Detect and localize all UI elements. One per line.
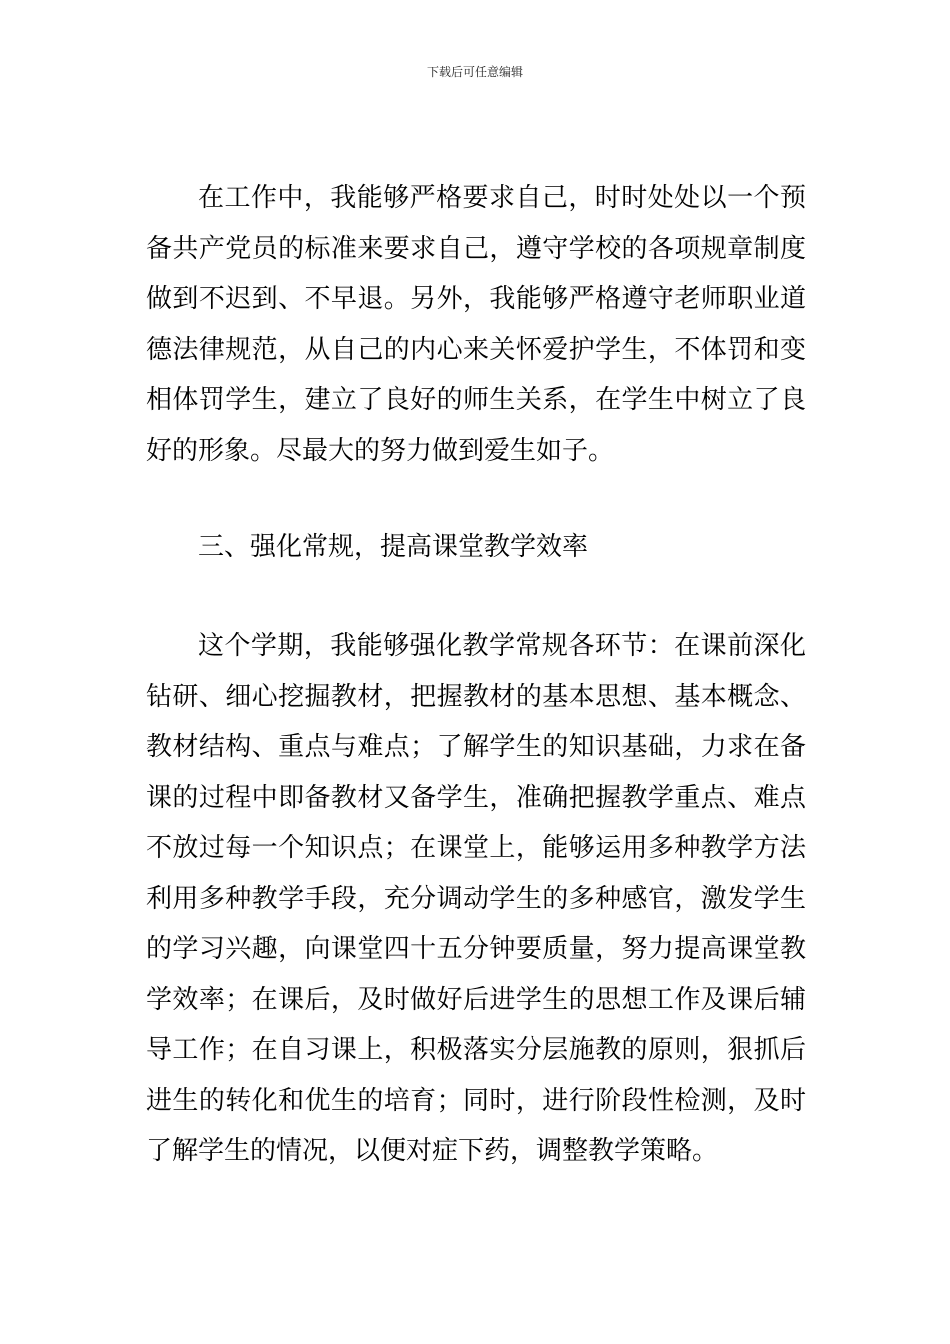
page-header-note: 下载后可任意编辑	[426, 65, 523, 79]
section-heading: 三、强化常规，提高课堂教学效率	[198, 532, 589, 562]
body-paragraph-conduct: 在工作中，我能够严格要求自己，时时处处以一个预备共产党员的标准来要求自己，遵守学校的各项规章制度做到不迟到、不早退。另外，我能够严格遵守老师职业道德法律规范，从自己的内心来关怀爱护学生，不体罚和变相体罚学生，建立了良好的师生关系，在学生中树立了良好的形象。尽最大的努力做到爱生如子。	[146, 183, 806, 466]
body-paragraph-teaching: 这个学期，我能够强化教学常规各环节：在课前深化钻研、细心挖掘教材，把握教材的基本思想、基本概念、教材结构、重点与难点；了解学生的知识基础，力求在备课的过程中即备教材又备学生，准确把握教学重点、难点不放过每一个知识点；在课堂上，能够运用多种教学方法利用多种教学手段，充分调动学生的多种感官，激发学生的学习兴趣，向课堂四十五分钟要质量，努力提高课堂教学效率；在课后，及时做好后进学生的思想工作及课后辅导工作；在自习课上，积极落实分层施教的原则，狠抓后进生的转化和优生的培育；同时，进行阶段性检测，及时了解学生的情况，以便对症下药，调整教学策略。	[146, 631, 806, 1166]
